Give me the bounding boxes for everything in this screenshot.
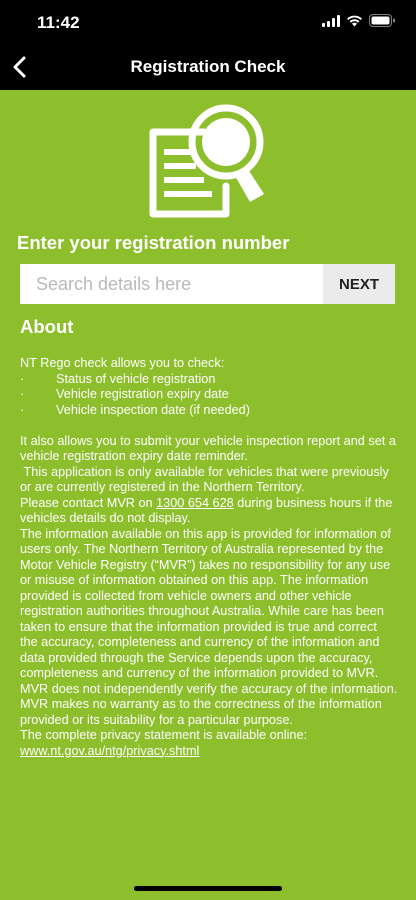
bullet-text: Vehicle registration expiry date — [56, 387, 229, 401]
about-paragraph-contact — [20, 496, 398, 527]
nav-bar — [0, 44, 416, 90]
registration-heading: Enter your registration number — [17, 232, 290, 253]
page-title: Registration Check — [130, 57, 286, 76]
home-indicator — [134, 886, 282, 891]
privacy-link[interactable]: www.nt.gov.au/ntg/privacy.shtml — [20, 743, 200, 758]
status-time: 11:42 — [37, 13, 80, 32]
about-paragraph-inspection: It also allows you to submit your vehicle inspection report and set a vehicle registration expiry date reminder. — [20, 433, 396, 463]
about-paragraph-disclaimer: The information available on this app is provided for information of users only. The Northern Territory of Australia represented by the Motor Vehicle Registry (“MVR”) takes no responsibility for any use or misuse of information obtained on this app. The information provided is collected from vehicle owners and other vehicle registration authorities throughout Australia. While care has been taken to ensure that the information provided is true and correct the accuracy, completeness and currency of the information and data provided through the Service depends upon the accuracy, completeness and currency of the information provided to MVR. MVR does not independently verify the accuracy of the information. MVR makes no warranty as to the correctness of the information provided or its suitability for a particular purpose. — [20, 526, 398, 727]
about-title: About — [20, 316, 74, 337]
contact-text-before: Please contact MVR on — [20, 495, 157, 510]
signal-icon — [322, 15, 340, 27]
contact-text-after: during business hours if the vehicles details do not display. — [20, 495, 393, 525]
about-intro: NT Rego check allows you to check: — [20, 356, 225, 370]
registration-search-input[interactable] — [20, 264, 323, 304]
next-button[interactable]: NEXT — [323, 264, 395, 304]
bullet-marker: · — [20, 371, 25, 386]
search-row — [20, 264, 395, 304]
status-bar — [0, 0, 416, 44]
privacy-text: The complete privacy statement is available online: — [20, 728, 308, 742]
bullet-text: Status of vehicle registration — [56, 371, 216, 386]
about-paragraph-availability: This application is only available for vehicles that were previously or are currently registered in the Northern Territory. — [20, 464, 393, 494]
list-item — [20, 403, 398, 419]
phone-link[interactable]: 1300 654 628 — [156, 495, 234, 510]
list-item — [20, 372, 398, 388]
list-item — [20, 387, 398, 403]
about-body — [20, 356, 398, 759]
bullet-text: Vehicle inspection date (if needed) — [56, 402, 250, 417]
status-icons — [322, 14, 396, 27]
bullet-marker: · — [20, 402, 25, 417]
bullet-marker: · — [20, 387, 25, 401]
document-search-icon — [146, 102, 270, 220]
wifi-icon — [346, 15, 363, 27]
battery-icon — [369, 14, 396, 27]
